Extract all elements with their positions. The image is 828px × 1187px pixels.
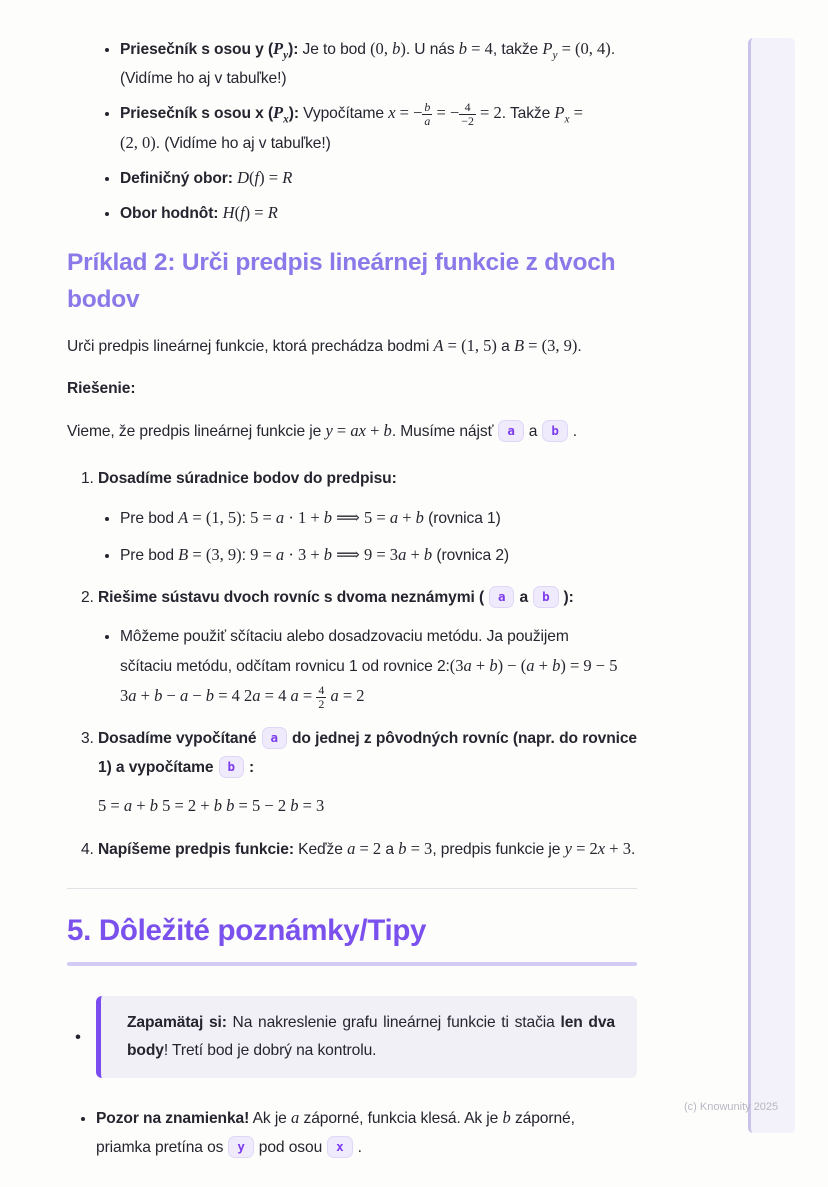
math-text: 5 = a · 1 + b ⟹ 5 = a + b	[250, 508, 424, 527]
math-text: x = −	[388, 103, 423, 122]
text-run: Pre bod	[120, 510, 179, 527]
math-text: D(f) = R	[237, 168, 293, 187]
text-run: Dosadíme súradnice bodov do predpisu:	[98, 470, 397, 487]
text-run: Je to bod	[298, 41, 371, 58]
text-run: . Takže	[501, 105, 555, 122]
math-text: b	[502, 1107, 511, 1127]
text-run: . U nás	[405, 41, 459, 58]
text-run: do jednej z pôvodných rovníc (napr. do rovnice 1) a vypočítame	[98, 730, 637, 776]
math-text: B = (3, 9)	[178, 545, 242, 564]
text-run: ):	[563, 589, 574, 606]
math-text: (3a + b) − (a + b) = 9 − 5	[449, 656, 618, 675]
inline-code-badge: a	[498, 420, 523, 442]
section-heading: Príklad 2: Urči predpis lineárnej funkcie z dvoch bodov	[67, 249, 616, 313]
text-run: a	[381, 841, 399, 858]
text-run: a	[528, 423, 538, 440]
paragraph	[67, 331, 637, 361]
text-run: Riešime sústavu dvoch rovníc s dvoma neznámymi (	[98, 589, 485, 606]
list-item	[120, 622, 637, 711]
math-fraction: $\frac{4}{-2}$	[461, 100, 474, 129]
math-text: b = 4	[458, 39, 493, 58]
math-fraction: $\frac{4}{2}$	[318, 683, 325, 712]
document-content	[67, 34, 637, 1187]
text-run: . Musíme nájsť	[391, 423, 494, 440]
list-item	[98, 724, 637, 821]
math-text: a = 2	[347, 839, 382, 858]
bullet-sublist	[98, 622, 637, 711]
text-run: Ak je	[249, 1109, 291, 1127]
text-run: Urči predpis lineárnej funkcie, ktorá prechádza bodmi	[67, 338, 434, 355]
list-item	[120, 540, 637, 570]
text-run: Napíšeme predpis funkcie:	[98, 841, 294, 858]
math-text: b = 3	[398, 839, 433, 858]
math-text: =	[569, 103, 583, 122]
math-text: A = (1, 5)	[433, 336, 497, 355]
scrollbar-track[interactable]	[748, 38, 795, 1133]
list-item	[120, 34, 637, 93]
text-run: Dosadíme vypočítané	[98, 730, 257, 747]
math-text: $P_x$	[273, 103, 289, 126]
list-item	[120, 163, 637, 193]
math-text: 9 = a · 3 + b ⟹ 9 = 3a + b	[250, 545, 433, 564]
inline-code-badge: x	[327, 1136, 352, 1158]
text-run: ! Tretí bod je dobrý na kontrolu.	[163, 1041, 377, 1059]
text-run: ):	[288, 105, 299, 122]
text-run: .	[572, 423, 578, 440]
text-run: priamka pretína os	[96, 1138, 224, 1156]
bullet-list	[67, 996, 637, 1162]
text-run: (rovnica 1)	[423, 510, 501, 527]
math-text: = −	[432, 103, 460, 122]
inline-code-badge: a	[489, 586, 514, 608]
list-item	[98, 464, 637, 570]
numbered-list	[67, 464, 637, 864]
text-run: , takže	[492, 41, 543, 58]
text-run: Riešenie:	[67, 380, 136, 397]
text-run: Pre bod	[120, 547, 179, 564]
inline-code-badge: b	[533, 586, 558, 608]
list-item	[98, 834, 637, 864]
text-run: (Vidíme ho aj v tabuľke!)	[120, 70, 287, 87]
math-text: y = 2x + 3	[564, 839, 631, 858]
list-item	[120, 98, 637, 158]
math-text: a	[291, 1107, 300, 1127]
text-run: Na nakreslenie grafu lineárnej funkcie ti stačia	[226, 1013, 561, 1031]
list-item	[98, 583, 637, 711]
math-text: $P_y$	[273, 39, 289, 62]
text-run: Keďže	[293, 841, 348, 858]
inline-code-badge: b	[219, 756, 244, 778]
text-run: a	[519, 589, 529, 606]
text-run: sčítaciu metódu, odčítam rovnicu 1 od rovnice 2:	[120, 658, 450, 675]
inline-code-badge: y	[228, 1136, 253, 1158]
text-run: Priesečník s osou y (	[120, 41, 274, 58]
callout-box	[96, 996, 637, 1078]
text-run: :	[241, 510, 251, 527]
text-run: záporné, funkcia klesá. Ak je	[299, 1109, 503, 1127]
inline-code-badge: b	[542, 420, 567, 442]
text-run: :	[241, 547, 251, 564]
math-text: (0, b)	[370, 39, 406, 58]
inline-code-badge: a	[262, 727, 287, 749]
watermark: (c) Knowunity 2025	[684, 1101, 779, 1113]
text-run: :	[248, 759, 255, 776]
text-run: Zapamätaj si:	[127, 1013, 227, 1031]
math-text: $P_x$	[554, 103, 570, 126]
math-text: B = (3, 9)	[513, 336, 578, 355]
math-fraction: $\frac{b}{a}$	[424, 100, 431, 129]
text-run: Vypočítame	[298, 105, 389, 122]
list-item	[120, 503, 637, 533]
text-run: (rovnica 2)	[432, 547, 509, 564]
math-text: = (0, 4)	[557, 39, 611, 58]
text-run: pod osou	[258, 1138, 323, 1156]
heading-underline	[67, 962, 637, 966]
text-run: , predpis funkcie je	[432, 841, 565, 858]
text-run: a	[496, 338, 514, 355]
math-text: A = (1, 5)	[178, 508, 242, 527]
divider	[67, 888, 637, 889]
bullet-list	[67, 34, 637, 228]
math-text: 3a + b − a − b = 4 2a = 4 a =	[120, 686, 317, 705]
text-run: . (Vidíme ho aj v tabuľke!)	[155, 135, 331, 152]
list-item	[96, 1103, 637, 1162]
text-run: .	[577, 338, 582, 355]
text-run: Môžeme použiť sčítaciu alebo dosadzovaciu metódu. Ja použijem	[120, 628, 569, 645]
bullet-sublist	[98, 503, 637, 570]
text-run: ):	[288, 41, 299, 58]
math-text: = 2	[475, 103, 502, 122]
text-run: záporné,	[510, 1109, 575, 1127]
math-text: y = ax + b	[325, 421, 392, 440]
paragraph	[67, 374, 637, 403]
equation-line	[98, 791, 637, 821]
paragraph	[67, 416, 637, 446]
list-item	[96, 996, 637, 1078]
text-run: .	[357, 1138, 362, 1156]
text-run: .	[630, 841, 636, 858]
math-text: 5 = a + b 5 = 2 + b b = 5 − 2 b = 3	[98, 796, 325, 815]
text-run: Pozor na znamienka!	[96, 1109, 250, 1127]
text-run: len dva body	[127, 1013, 615, 1059]
chapter-heading: 5. Dôležité poznámky/Tipy	[67, 914, 427, 947]
math-text: (2, 0)	[120, 133, 156, 152]
text-run: Definičný obor:	[120, 170, 238, 187]
text-run: Obor hodnôt:	[120, 205, 223, 222]
text-run: Vieme, že predpis lineárnej funkcie je	[67, 423, 326, 440]
math-text: $P_y$	[542, 39, 558, 62]
math-text: H(f) = R	[222, 203, 278, 222]
text-run: Priesečník s osou x (	[120, 105, 274, 122]
text-run: .	[610, 41, 616, 58]
list-item	[120, 198, 637, 228]
math-text: a = 2	[330, 686, 365, 705]
